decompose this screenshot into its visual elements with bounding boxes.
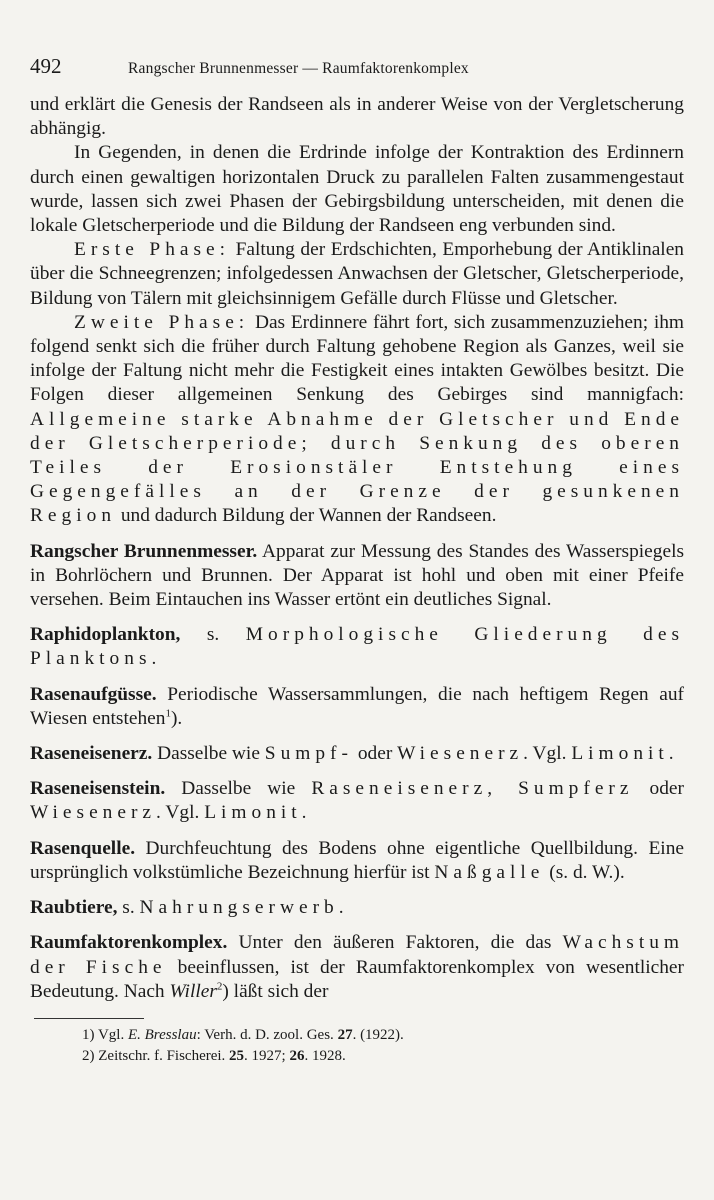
- second-phase-text: Das Erdinnere fährt fort, sich zusammenzuziehen; ihm folgend senkt sich die früher durch Faltung gehobene Region als Ganzes, weil sie infolge der Faltung nicht mehr die Festigkeit eines intakten Gewölbes besitzt. Die Folgen dieser allgemeinen Senkung des Gebirges sind mannigfach:: [30, 311, 685, 406]
- entry-head: Raseneisenstein.: [30, 778, 166, 800]
- entry-tail: (s. d. W.).: [544, 861, 625, 883]
- entry-crossref: Wiesenerz: [397, 743, 524, 765]
- entry-raseneisenstein: [30, 777, 684, 825]
- paragraph-first-phase: [30, 238, 684, 311]
- entry-rasenaufguesse: [30, 683, 684, 731]
- entry-head: Rangscher Brunnenmesser.: [30, 540, 258, 562]
- entry-tail: ).: [170, 707, 183, 729]
- entry-crossref: Limonit: [571, 743, 669, 765]
- entry-text: s.: [180, 624, 246, 646]
- entry-crossref: Nahrungserwerb: [139, 897, 339, 919]
- entry-text: Durchfeuchtung des Bodens ohne eigentliche Quellbildung. Eine ursprünglich volkstümliche Bezeichnung hierfür ist: [30, 837, 684, 883]
- entry-tail: ) läßt sich der: [222, 980, 329, 1002]
- entry-tail: .: [338, 897, 344, 919]
- first-phase-label: Erste Phase:: [74, 239, 231, 261]
- entry-text: Periodische Wassersammlungen, die nach heftigem Regen auf Wiesen entstehen: [30, 683, 684, 729]
- entry-head: Raphidoplankton,: [30, 624, 181, 646]
- page-header: [30, 54, 684, 79]
- footnote-volume: 26: [289, 1047, 305, 1064]
- footnote-text: . 1928.: [304, 1047, 346, 1064]
- footnote-ref: 1: [165, 707, 171, 720]
- footnotes: [30, 1025, 684, 1067]
- footnote-text: Zeitschr. f. Fischerei.: [94, 1047, 230, 1064]
- footnote-divider: [34, 1018, 144, 1019]
- entry-tail: .: [668, 743, 674, 765]
- paragraph-continuation: und erklärt die Genesis der Randseen als in anderer Weise von der Vergletscherung abhängig.: [30, 94, 684, 140]
- entry-crossref: Morphologische Gliederung des Planktons: [30, 624, 685, 670]
- footnote-ref: 2: [216, 980, 223, 993]
- entry-crossref: Wiesenerz: [30, 802, 157, 824]
- entry-raseneisenerz: [30, 742, 684, 766]
- second-phase-end: und dadurch Bildung der Wannen der Randseen.: [116, 505, 497, 527]
- footnote-2: [82, 1046, 684, 1067]
- footnote-text: : Verh. d. D. zool. Ges.: [196, 1026, 338, 1043]
- entry-text: Dasselbe wie: [165, 778, 312, 800]
- entry-head: Raubtiere,: [30, 897, 118, 919]
- entry-rasenquelle: [30, 837, 684, 885]
- entry-text: . Vgl.: [523, 743, 572, 765]
- entry-text: Apparat zur Messung des Standes des Wasserspiegels in Bohrlöchern und Brunnen. Der Apparat ist hohl und oben mit einer Pfeife versehen. Beim Eintauchen ins Wasser ertönt ein deutliches Signal.: [30, 540, 684, 611]
- entry-text: s.: [117, 897, 140, 919]
- entry-text: beeinflussen, ist der Raumfaktorenkomplex von wesentlicher Bedeutung. Nach: [30, 956, 684, 1002]
- footnote-1: [82, 1025, 684, 1046]
- entry-raphidoplankton: [30, 623, 684, 671]
- entry-text: Dasselbe wie: [152, 743, 265, 765]
- main-text: [30, 93, 684, 1004]
- footnote-volume: 27: [337, 1026, 353, 1043]
- entry-text: oder: [633, 778, 684, 800]
- footnote-text: . (1922).: [352, 1026, 404, 1043]
- entry-text: Unter den äußeren Faktoren, die das: [227, 932, 563, 954]
- entry-head: Raseneisenerz.: [30, 743, 153, 765]
- entry-raubtiere: [30, 896, 684, 920]
- entry-head: Rasenaufgüsse.: [30, 683, 157, 705]
- footnote-text: Vgl.: [94, 1026, 128, 1043]
- page-number: 492: [30, 54, 62, 78]
- entry-tail: .: [301, 802, 307, 824]
- footnote-volume: 25: [229, 1047, 245, 1064]
- entry-raumfaktorenkomplex: [30, 931, 684, 1004]
- entry-tail: .: [151, 648, 157, 670]
- author-name: Willer: [169, 980, 217, 1002]
- footnote-text: . 1927;: [244, 1047, 290, 1064]
- entry-text: oder: [352, 743, 398, 765]
- entry-head: Rasenquelle.: [30, 837, 136, 859]
- second-phase-label: Zweite Phase:: [74, 311, 250, 333]
- paragraph-two-phases: In Gegenden, in denen die Erdrinde infolge der Kontraktion des Erdinnern durch einen gewaltigen horizontalen Druck zu parallelen Falten zusammengestaut wurde, lassen sich zwei Phasen der Gebirgsbildung unterscheiden, mit denen die lokale Gletscherperiode und die Bildung der Randseen eng verbunden sind.: [30, 142, 684, 237]
- running-title: Rangscher Brunnenmesser — Raumfaktorenkomplex: [128, 60, 469, 77]
- entry-crossref: Naßgalle: [434, 861, 545, 883]
- entry-crossref: Sumpf-: [264, 743, 353, 765]
- footnote-marker: 2): [82, 1047, 95, 1064]
- second-phase-spaced: Allgemeine starke Abnahme der Gletscher und Ende der Gletscherperiode; durch Senkung des oberen Teiles der Erosionstäler Entstehung eines Gegengefälles an der Grenze der gesunkenen Region: [30, 408, 684, 527]
- footnote-author: E. Bresslau: [127, 1026, 197, 1043]
- paragraph-second-phase: [30, 311, 684, 529]
- entry-rangscher-brunnenmesser: [30, 540, 684, 613]
- entry-crossref: Limonit: [204, 802, 302, 824]
- entry-spaced: Wachstum der Fische: [30, 932, 684, 978]
- entry-text: . Vgl.: [156, 802, 205, 824]
- footnote-marker: 1): [82, 1026, 95, 1043]
- entry-head: Raumfaktorenkomplex.: [30, 932, 228, 954]
- first-phase-text: Faltung der Erdschichten, Emporhebung der Antiklinalen über die Schneegrenzen; infolgedessen Anwachsen der Gletscher, Gletscherperiode, Bildung von Tälern mit gleichsinnigem Gefälle durch Flüsse und Gletscher.: [30, 239, 684, 309]
- entry-crossref: Raseneisenerz, Sumpferz: [311, 778, 634, 800]
